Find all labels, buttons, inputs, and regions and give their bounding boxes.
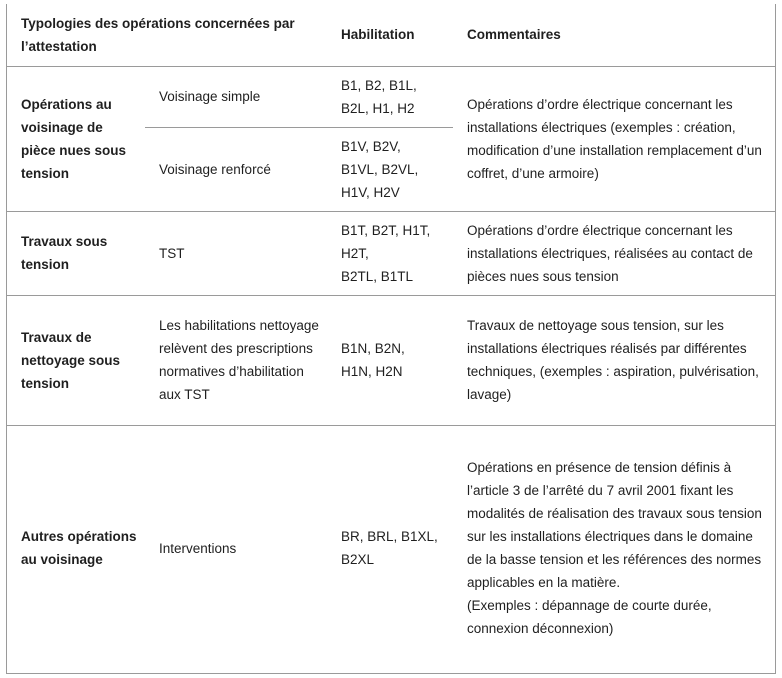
- category-cell: Travaux sous tension: [7, 211, 145, 295]
- habilitation-line: B1V, B2V,: [341, 138, 401, 154]
- habilitation-line: B1, B2, B1L,: [341, 77, 417, 93]
- habilitation-cell: [327, 295, 453, 425]
- type-cell: Voisinage simple: [145, 66, 327, 127]
- type-cell: Interventions: [159, 540, 237, 556]
- habilitation-line: H1V, H2V: [341, 184, 400, 200]
- table-row: [7, 295, 775, 425]
- habilitation-cell: [327, 127, 453, 211]
- comment-examples: (Exemples : dépannage de courte durée, connexion déconnexion): [467, 598, 712, 637]
- header-typologies: Typologies des opérations concernées par l’attestation: [7, 4, 327, 66]
- habilitation-line: B2TL, B1TL: [341, 268, 414, 284]
- table-header-row: [7, 4, 775, 66]
- table-row: [7, 66, 775, 127]
- habilitation-line: BR, BRL, B1XL,: [341, 529, 438, 545]
- habilitation-table: [7, 4, 775, 671]
- habilitation-cell: [327, 66, 453, 127]
- category-cell: Travaux de nettoyage sous tension: [7, 295, 145, 425]
- habilitation-cell: [327, 211, 453, 295]
- habilitation-line: B1VL, B2VL,: [341, 161, 419, 177]
- habilitation-line: H2T,: [341, 245, 369, 261]
- table-row: [7, 425, 775, 671]
- type-cell: Les habilitations nettoyage relèvent des prescriptions normatives d’habilitation aux TST: [145, 295, 327, 425]
- category-cell: Autres opérations au voisinage: [21, 529, 137, 568]
- comment-cell: Opérations d’ordre électrique concernant les installations électriques (exemples : création, modification d’une installation remplacement d’un coffret, d’une armoire): [453, 66, 775, 211]
- header-habilitation: Habilitation: [327, 4, 453, 66]
- habilitation-table-container: [6, 4, 776, 674]
- habilitation-line: H1N, H2N: [341, 364, 403, 379]
- header-commentaires: Commentaires: [453, 4, 775, 66]
- comment-text: Opérations en présence de tension définis à l’article 3 de l’arrêté du 7 avril 2001 fixant les modalités de réalisation des travaux sous tension sur les installations électriques dans le domaine de la basse tension et les références des normes applicables en la matière.: [467, 460, 762, 591]
- category-cell: Opérations au voisinage de pièce nues sous tension: [7, 66, 145, 211]
- habilitation-line: B2L, H1, H2: [341, 100, 415, 116]
- habilitation-line: B1N, B2N,: [341, 341, 405, 356]
- comment-cell: Travaux de nettoyage sous tension, sur les installations électriques réalisés par différentes techniques, (exemples : aspiration, pulvérisation, lavage): [453, 295, 775, 425]
- comment-cell: [453, 425, 775, 671]
- type-cell: Voisinage renforcé: [145, 127, 327, 211]
- table-row: [7, 211, 775, 295]
- comment-cell: Opérations d’ordre électrique concernant les installations électriques, réalisées au contact de pièces nues sous tension: [453, 211, 775, 295]
- habilitation-line: B2XL: [341, 552, 375, 568]
- type-cell: TST: [145, 211, 327, 295]
- habilitation-cell: [327, 425, 453, 671]
- habilitation-line: B1T, B2T, H1T,: [341, 222, 431, 238]
